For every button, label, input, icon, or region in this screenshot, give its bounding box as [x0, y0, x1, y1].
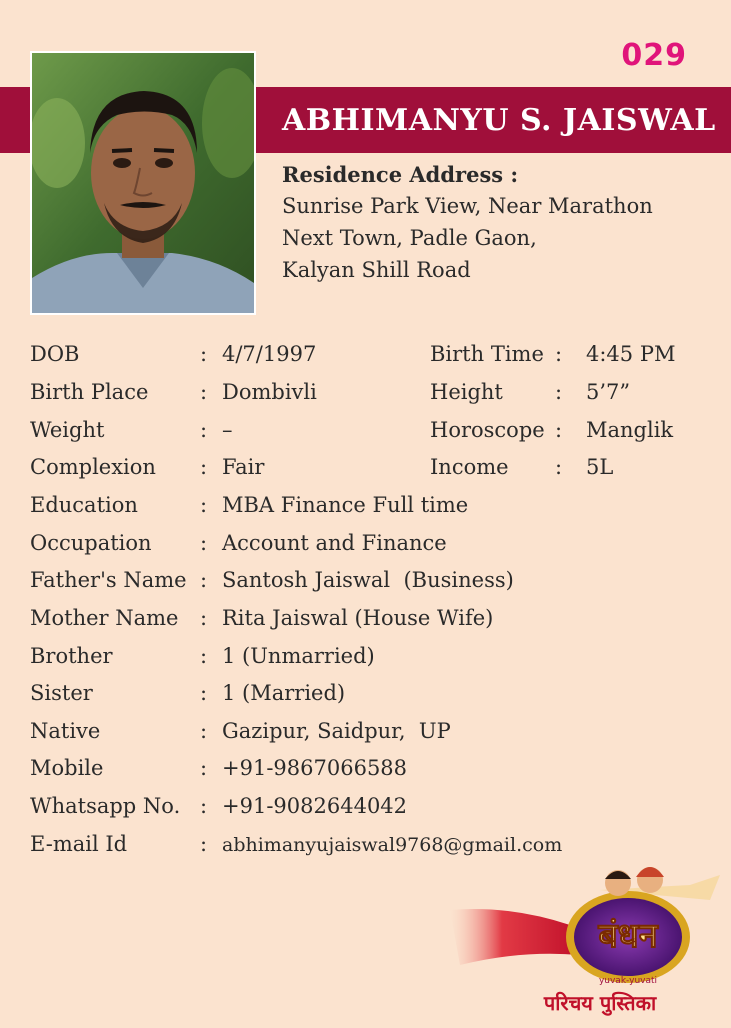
colon: : [555, 342, 563, 366]
svg-text:yuvak-yuvati: yuvak-yuvati [598, 976, 658, 986]
colon: : [200, 644, 208, 668]
detail-label: Occupation [30, 531, 152, 555]
detail-label: Height [430, 380, 503, 404]
detail-value: 4/7/1997 [222, 342, 317, 366]
detail-label: Whatsapp No. [30, 794, 181, 818]
detail-value: Dombivli [222, 380, 317, 404]
detail-value: Santosh Jaiswal (Business) [222, 568, 514, 592]
detail-label: Mother Name [30, 606, 179, 630]
detail-label: Brother [30, 644, 113, 668]
detail-value: Manglik [586, 418, 674, 442]
person-photo-icon [32, 53, 254, 313]
detail-label: Father's Name [30, 568, 187, 592]
svg-text:परिचय पुस्तिका: परिचय पुस्तिका [543, 991, 657, 1015]
colon: : [200, 531, 208, 555]
detail-label: Birth Time [430, 342, 544, 366]
detail-label: E-mail Id [30, 832, 128, 856]
colon: : [555, 455, 563, 479]
detail-value: – [222, 418, 233, 442]
detail-label: Education [30, 493, 138, 517]
colon: : [555, 418, 563, 442]
colon: : [200, 681, 208, 705]
colon: : [200, 756, 208, 780]
detail-value: 4:45 PM [586, 342, 676, 366]
detail-label: Income [430, 455, 509, 479]
detail-label: Horoscope [430, 418, 545, 442]
detail-label: Complexion [30, 455, 156, 479]
colon: : [200, 418, 208, 442]
colon: : [200, 493, 208, 517]
detail-value: +91-9082644042 [222, 794, 408, 818]
brand-logo [450, 855, 731, 1024]
detail-value: Rita Jaiswal (House Wife) [222, 606, 494, 630]
detail-label: Weight [30, 418, 105, 442]
detail-label: Sister [30, 681, 93, 705]
detail-value: MBA Finance Full time [222, 493, 469, 517]
card-number: 029 [621, 38, 687, 73]
profile-name: ABHIMANYU S. JAISWAL [282, 103, 716, 138]
colon: : [555, 380, 563, 404]
detail-label: Native [30, 719, 101, 743]
detail-value: +91-9867066588 [222, 756, 408, 780]
detail-label: DOB [30, 342, 80, 366]
colon: : [200, 568, 208, 592]
detail-label: Mobile [30, 756, 104, 780]
address-line: Kalyan Shill Road [282, 258, 471, 282]
detail-value: 1 (Unmarried) [222, 644, 375, 668]
colon: : [200, 719, 208, 743]
address-label: Residence Address : [282, 162, 519, 187]
detail-value: 5L [586, 455, 614, 479]
colon: : [200, 794, 208, 818]
svg-text:बंधन: बंधन [598, 916, 658, 956]
colon: : [200, 455, 208, 479]
address-line: Sunrise Park View, Near Marathon [282, 194, 653, 218]
detail-value: Fair [222, 455, 265, 479]
detail-value: 1 (Married) [222, 681, 346, 705]
colon: : [200, 342, 208, 366]
colon: : [200, 832, 208, 856]
detail-label: Birth Place [30, 380, 149, 404]
detail-value: 5’7” [586, 380, 631, 404]
detail-value: Gazipur, Saidpur, UP [222, 719, 451, 743]
colon: : [200, 380, 208, 404]
profile-photo [30, 51, 256, 315]
colon: : [200, 606, 208, 630]
bandhan-logo-icon [450, 855, 731, 1024]
detail-value: Account and Finance [222, 531, 447, 555]
detail-value: abhimanyujaiswal9768@gmail.com [222, 834, 563, 856]
address-line: Next Town, Padle Gaon, [282, 226, 537, 250]
